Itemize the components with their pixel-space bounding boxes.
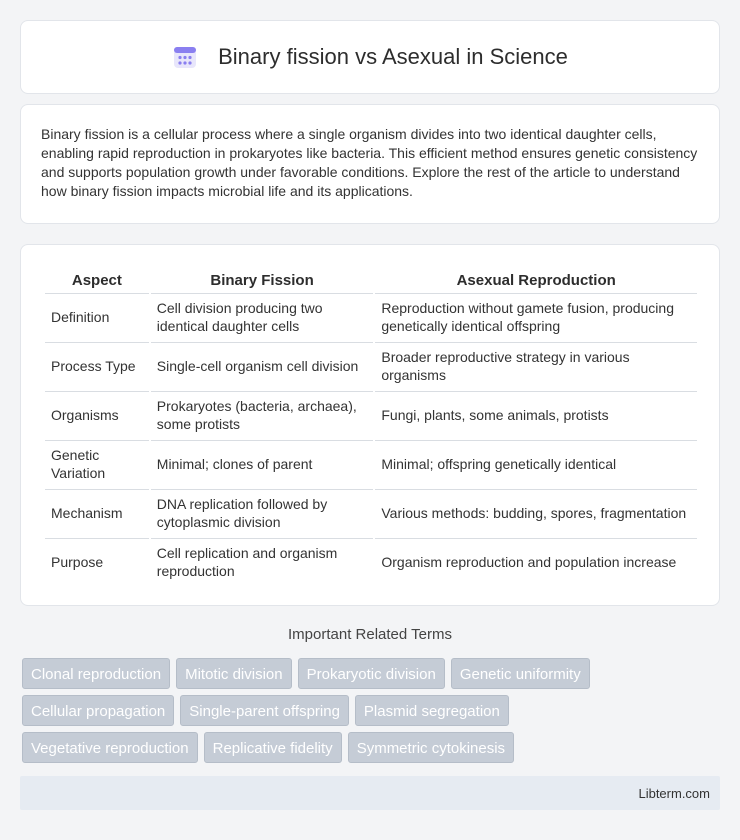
related-term-tag[interactable]: Replicative fidelity	[204, 732, 342, 763]
intro-card	[20, 104, 720, 224]
related-term-tag[interactable]: Genetic uniformity	[451, 658, 590, 689]
related-term-tag[interactable]: Symmetric cytokinesis	[348, 732, 514, 763]
related-terms-title: Important Related Terms	[288, 626, 452, 643]
table-header-row	[45, 267, 697, 291]
tag-row	[22, 695, 722, 726]
table-cell: Process Type	[45, 342, 149, 389]
related-term-tag[interactable]: Single-parent offspring	[180, 695, 349, 726]
header-card	[20, 20, 720, 94]
comparison-card	[20, 244, 720, 606]
related-term-tag[interactable]: Prokaryotic division	[298, 658, 445, 689]
table-cell: Purpose	[45, 538, 149, 585]
table-row	[45, 342, 697, 389]
column-header: Binary Fission	[210, 271, 314, 289]
table-row	[45, 391, 697, 438]
tag-row	[22, 732, 722, 763]
table-cell: Genetic Variation	[45, 440, 149, 487]
comparison-table	[43, 265, 699, 587]
table-row	[45, 293, 697, 340]
table-cell: Fungi, plants, some animals, protists	[375, 391, 697, 438]
footer	[20, 776, 720, 810]
table-cell: Organisms	[45, 391, 149, 438]
table-row	[45, 489, 697, 536]
table-row	[45, 440, 697, 487]
table-cell: Mechanism	[45, 489, 149, 536]
related-term-tag[interactable]: Clonal reproduction	[22, 658, 170, 689]
related-term-tag[interactable]: Cellular propagation	[22, 695, 174, 726]
table-cell: Organism reproduction and population increase	[375, 538, 697, 585]
calendar-grid-icon	[172, 44, 198, 70]
table-cell: DNA replication followed by cytoplasmic division	[151, 489, 374, 536]
table-cell: Reproduction without gamete fusion, producing genetically identical offspring	[375, 293, 697, 340]
footer-site-link[interactable]: Libterm.com	[638, 785, 710, 801]
tag-row	[22, 658, 722, 689]
table-cell: Minimal; offspring genetically identical	[375, 440, 697, 487]
intro-paragraph: Binary fission is a cellular process where a single organism divides into two identical daughter cells, enabling rapid reproduction in prokaryotes like bacteria. This efficient method ensures genetic consistency and supports population growth under favorable conditions. Explore the rest of the article to understand how binary fission impacts microbial life and its applications.	[41, 126, 698, 199]
table-cell: Minimal; clones of parent	[151, 440, 374, 487]
related-terms	[22, 658, 722, 769]
table-cell: Definition	[45, 293, 149, 340]
related-term-tag[interactable]: Plasmid segregation	[355, 695, 509, 726]
column-header: Asexual Reproduction	[456, 271, 616, 289]
header	[172, 44, 568, 70]
table-cell: Broader reproductive strategy in various organisms	[375, 342, 697, 389]
column-header: Aspect	[71, 271, 122, 289]
table-cell: Single-cell organism cell division	[151, 342, 374, 389]
related-term-tag[interactable]: Mitotic division	[176, 658, 292, 689]
table-cell: Cell replication and organism reproduction	[151, 538, 374, 585]
table-cell: Cell division producing two identical daughter cells	[151, 293, 374, 340]
related-term-tag[interactable]: Vegetative reproduction	[22, 732, 198, 763]
table-cell: Prokaryotes (bacteria, archaea), some protists	[151, 391, 374, 438]
page-title: Binary fission vs Asexual in Science	[218, 44, 568, 69]
table-cell: Various methods: budding, spores, fragmentation	[375, 489, 697, 536]
table-row	[45, 538, 697, 585]
